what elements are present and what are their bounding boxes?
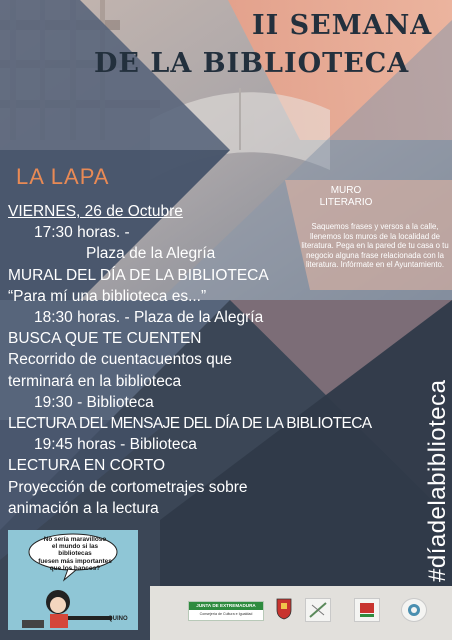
program-event-3: LECTURA DEL MENSAJE DEL DÍA DE LA BIBLIOTECA	[8, 415, 372, 433]
muro-title-line-1: MURO	[330, 185, 362, 196]
program-time-3: 19:30 - Biblioteca	[34, 393, 154, 411]
program-desc-4a: Proyección de cortometrajes sobre	[8, 478, 248, 496]
bubble-line-1: No sería maravilloso	[43, 536, 107, 543]
program-event-1: MURAL DEL DÍA DE LA BIBLIOTECA	[8, 266, 269, 284]
junta-logo-subtext: Consejería de Cultura e Igualdad	[199, 612, 253, 616]
program-desc-2b: terminará en la biblioteca	[8, 372, 182, 390]
cartoon-speech-bubble	[38, 536, 112, 572]
reading-plan-logo-icon	[401, 598, 427, 622]
bubble-line-4: que los bancos?	[49, 564, 101, 572]
muro-title-line-2: LITERARIO	[319, 197, 373, 208]
program-event-4: LECTURA EN CORTO	[8, 457, 166, 475]
muro-title	[316, 185, 376, 209]
location-label: LA LAPA	[16, 164, 110, 189]
program-time-1: 17:30 horas. -	[34, 224, 130, 242]
program-time-2: 18:30 horas. - Plaza de la Alegría	[34, 309, 264, 327]
program-quote-1: “Para mí una biblioteca es...”	[8, 287, 207, 305]
junta-extremadura-logo	[188, 601, 264, 621]
program-date: VIERNES, 26 de Octubre	[8, 203, 183, 220]
bubble-line-3: fuesen más importantes	[38, 557, 112, 565]
title-line-2: DE LA BIBLIOTECA	[94, 48, 410, 79]
muro-description: Saquemos frases y versos a la calle, llenemos los muros de la localidad de literatura. Pega en la pared de tu casa o tu negocio alguna frase relacionada con la literatura. Infórmate en el Ayuntamiento.	[301, 222, 449, 270]
cartoon-signature: QUINO	[108, 616, 128, 622]
program-desc-2a: Recorrido de cuentacuentos que	[8, 351, 233, 369]
program-place-1: Plaza de la Alegría	[86, 245, 216, 263]
program-event-2: BUSCA QUE TE CUENTEN	[8, 330, 202, 348]
program-desc-4b: animación a la lectura	[8, 499, 159, 517]
hashtag: #díadelabiblioteca	[424, 379, 451, 582]
library-logo-icon	[305, 598, 331, 622]
bubble-line-2: el mundo si las bibliotecas	[51, 543, 99, 558]
junta-logo-text: JUNTA DE EXTREMADURA	[189, 602, 263, 610]
association-logo-icon	[354, 598, 380, 622]
title-line-1: II SEMANA	[252, 10, 433, 41]
program-time-4: 19:45 horas - Biblioteca	[34, 436, 197, 454]
coat-of-arms-icon	[276, 598, 292, 620]
